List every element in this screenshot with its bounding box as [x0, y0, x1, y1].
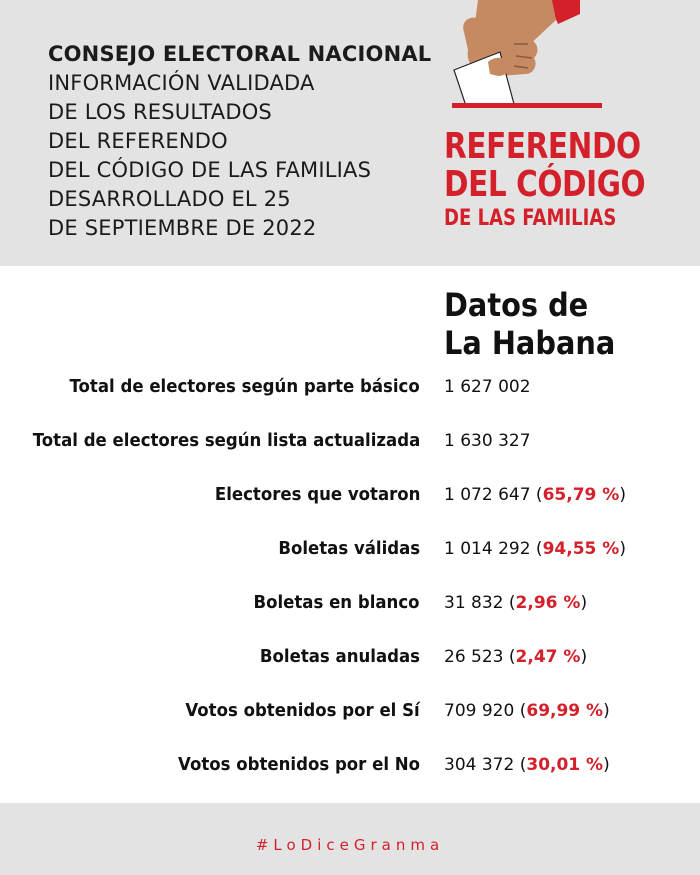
- row-number: 709 920: [444, 701, 515, 721]
- header-band: [0, 0, 700, 266]
- row-value: 31 832 (2,96 %): [444, 593, 588, 613]
- results-row: [0, 578, 700, 632]
- row-percentage: 69,99 %: [526, 701, 604, 721]
- row-label: Boletas válidas: [278, 538, 420, 559]
- row-number: 26 523: [444, 647, 504, 667]
- row-percentage: 65,79 %: [542, 485, 620, 505]
- header-line: INFORMACIÓN VALIDADA: [48, 71, 315, 95]
- row-percentage: 2,96 %: [515, 593, 581, 613]
- header-line: CONSEJO ELECTORAL NACIONAL: [48, 42, 432, 66]
- header-line: DESARROLLADO EL 25: [48, 187, 291, 211]
- row-label: Electores que votaron: [214, 484, 420, 505]
- row-value: 1 014 292 (94,55 %): [444, 539, 626, 559]
- results-row: [0, 686, 700, 740]
- footer-band: [0, 803, 700, 875]
- row-number: 304 372: [444, 755, 515, 775]
- row-label: Boletas anuladas: [259, 646, 420, 667]
- referendo-logo: [430, 0, 700, 266]
- logo-title: [444, 126, 646, 232]
- header-line: DE LOS RESULTADOS: [48, 100, 272, 124]
- header-line: DEL REFERENDO: [48, 129, 228, 153]
- results-row: [0, 416, 700, 470]
- header-line: DE SEPTIEMBRE DE 2022: [48, 216, 317, 240]
- header-title: [48, 40, 431, 243]
- row-number: 31 832: [444, 593, 504, 613]
- region-title: [444, 286, 615, 362]
- region-title-line-2: La Habana: [444, 324, 616, 362]
- row-percentage: 2,47 %: [515, 647, 581, 667]
- results-row: [0, 740, 700, 794]
- logo-line-1: REFERENDO: [444, 126, 641, 167]
- hand-casting-ballot-icon: [430, 0, 700, 130]
- header-line: DEL CÓDIGO DE LAS FAMILIAS: [48, 158, 372, 182]
- row-value: [444, 431, 531, 451]
- row-number: 1 627 002: [444, 377, 531, 397]
- row-number: 1 630 327: [444, 431, 531, 451]
- row-label: Votos obtenidos por el No: [178, 754, 420, 775]
- logo-line-3: DE LAS FAMILIAS: [444, 206, 617, 231]
- row-value: 1 072 647 (65,79 %): [444, 485, 626, 505]
- hashtag-link[interactable]: #LoDiceGranma: [255, 836, 445, 854]
- row-label: Votos obtenidos por el Sí: [185, 700, 420, 721]
- row-label: Total de electores según parte básico: [69, 376, 420, 397]
- row-value: 304 372 (30,01 %): [444, 755, 610, 775]
- results-row: [0, 524, 700, 578]
- row-number: 1 014 292: [444, 539, 531, 559]
- results-row: [0, 470, 700, 524]
- region-title-line-1: Datos de: [444, 286, 589, 324]
- results-row: [0, 362, 700, 416]
- results-table: [0, 362, 700, 794]
- row-label: Boletas en blanco: [253, 592, 420, 613]
- logo-line-2: DEL CÓDIGO: [444, 164, 646, 205]
- results-row: [0, 632, 700, 686]
- row-value: 26 523 (2,47 %): [444, 647, 588, 667]
- row-number: 1 072 647: [444, 485, 531, 505]
- row-percentage: 94,55 %: [542, 539, 620, 559]
- row-percentage: 30,01 %: [526, 755, 604, 775]
- row-value: 709 920 (69,99 %): [444, 701, 610, 721]
- row-value: [444, 377, 531, 397]
- row-label: Total de electores según lista actualizada: [32, 430, 420, 451]
